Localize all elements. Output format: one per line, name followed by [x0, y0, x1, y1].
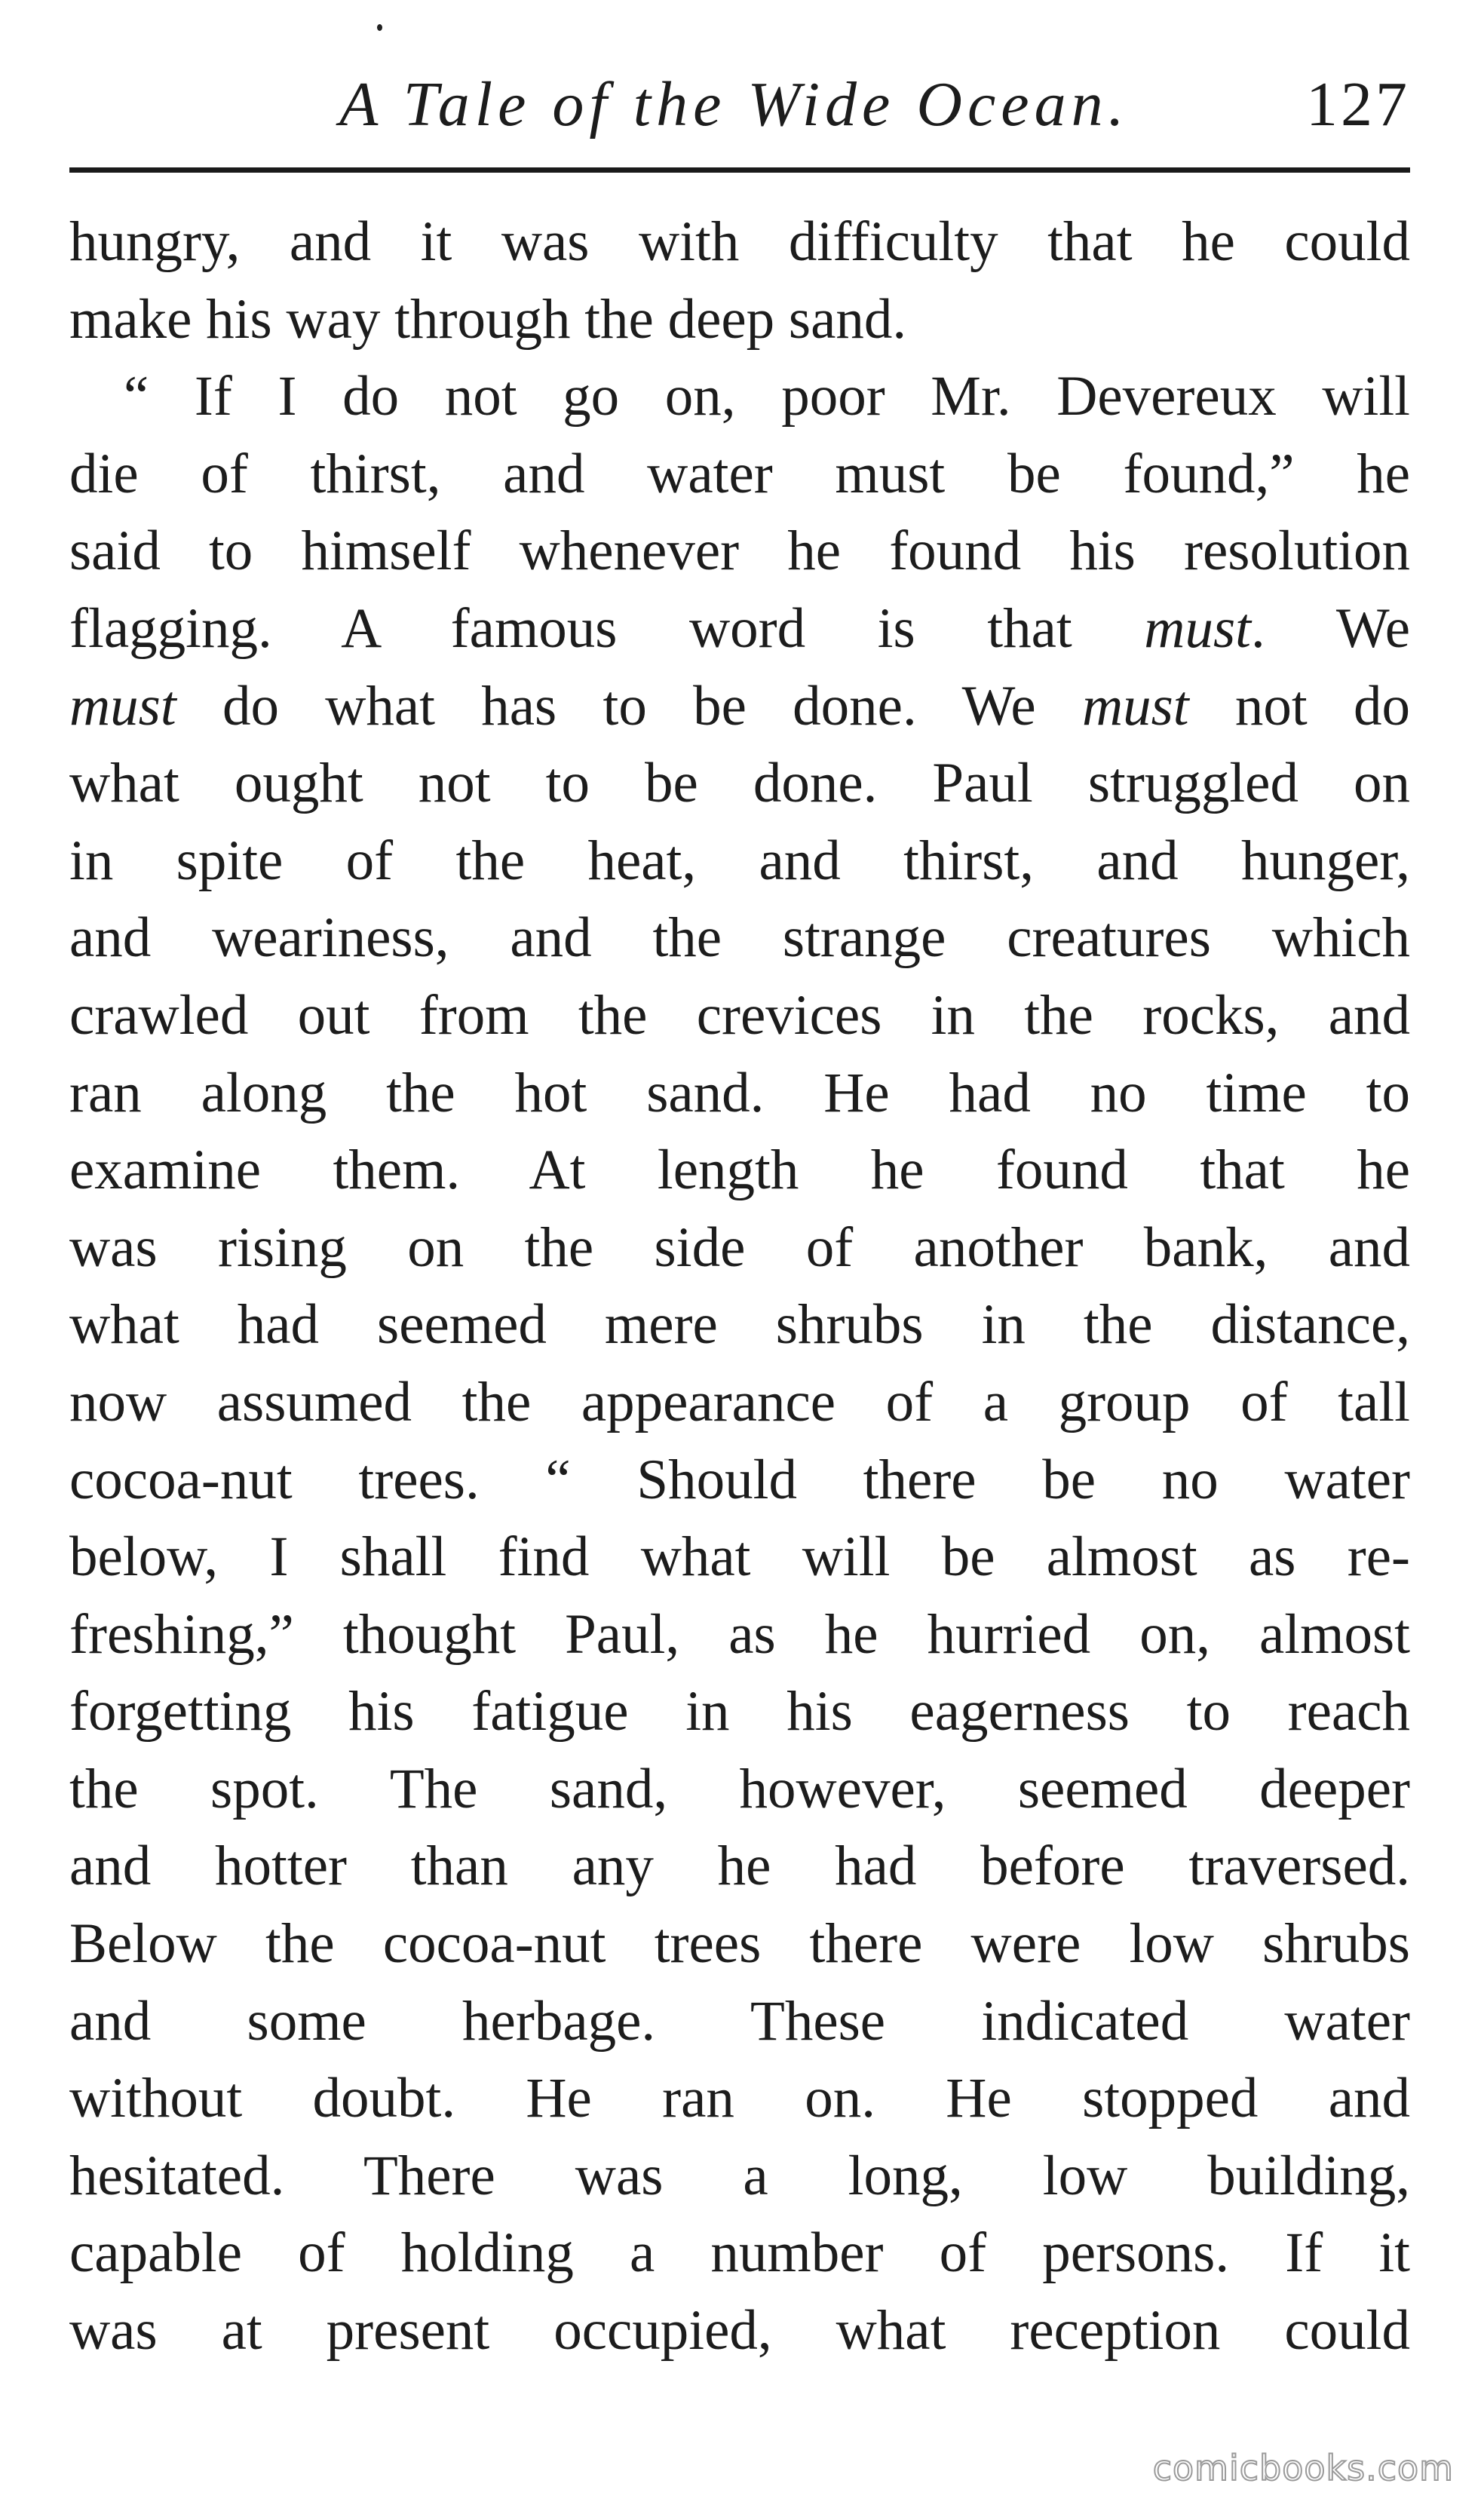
body-text	[69, 204, 1410, 2370]
text-line: Below the cocoa-nut trees there were low shrubs	[69, 1912, 1410, 1976]
text-line: in spite of the heat, and thirst, and hunger,	[69, 829, 1410, 892]
text-line: must do what has to be done. We must not do	[69, 674, 1410, 737]
running-title: A Tale of the Wide Ocean.	[339, 69, 1130, 140]
text-line: examine them. At length he found that he	[69, 1139, 1410, 1202]
text-line: hungry, and it was with difficulty that he could	[69, 210, 1410, 273]
text-line: capable of holding a number of persons. If it	[69, 2221, 1410, 2285]
text-line: and weariness, and the strange creatures which	[69, 906, 1410, 970]
emphasis-must: must	[1081, 674, 1189, 737]
text-line: forgetting his fatigue in his eagerness to reach	[69, 1680, 1410, 1743]
text-line: make his way through the deep sand.	[69, 287, 907, 351]
text-line: crawled out from the crevices in the rocks, and	[69, 983, 1410, 1047]
text-line: without doubt. He ran on. He stopped and	[69, 2067, 1410, 2130]
text-line: hesitated. There was a long, low building,	[69, 2144, 1410, 2207]
text-line: “ If I do not go on, poor Mr. Devereux will	[124, 365, 1410, 428]
emphasis-must: must	[69, 674, 176, 737]
text-line: die of thirst, and water must be found,” he	[69, 442, 1410, 505]
text-line: flagging. A famous word is that must. We	[69, 596, 1410, 660]
text-line: ran along the hot sand. He had no time to	[69, 1061, 1410, 1124]
text-line: what had seemed mere shrubs in the distance,	[69, 1293, 1410, 1357]
text-line: below, I shall find what will be almost as re-	[69, 1525, 1410, 1589]
watermark: comicbooks.com	[1152, 2448, 1454, 2488]
ink-speck	[377, 24, 382, 31]
text-line: was at present occupied, what reception could	[69, 2299, 1410, 2362]
page-number: 127	[1306, 69, 1410, 140]
text-line: freshing,” thought Paul, as he hurried on, almost	[69, 1602, 1410, 1666]
page-header	[90, 62, 1410, 152]
text-line: and some herbage. These indicated water	[69, 1989, 1410, 2053]
text-line: said to himself whenever he found his resolution	[69, 520, 1410, 583]
emphasis-must: must	[1144, 596, 1251, 660]
header-rule	[69, 167, 1410, 173]
text-line: now assumed the appearance of a group of tall	[69, 1370, 1410, 1433]
text-line: the spot. The sand, however, seemed deeper	[69, 1757, 1410, 1820]
text-line: what ought not to be done. Paul struggled on	[69, 752, 1410, 815]
text-line: cocoa-nut trees. “ Should there be no water	[69, 1448, 1410, 1511]
text-line: and hotter than any he had before traversed.	[69, 1835, 1410, 1898]
text-line: was rising on the side of another bank, and	[69, 1216, 1410, 1279]
